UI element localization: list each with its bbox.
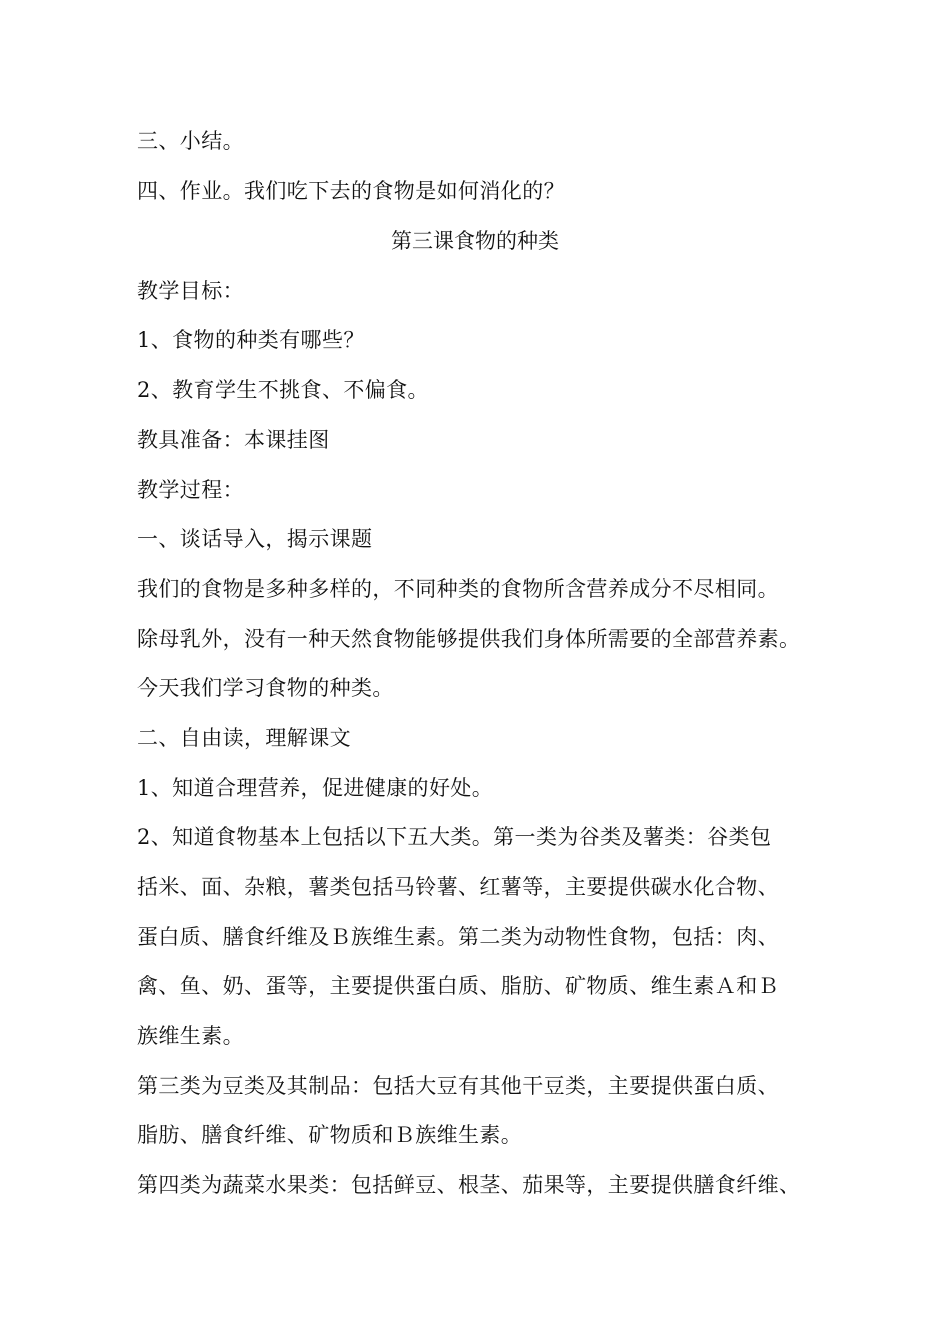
text-line: 教具准备：本课挂图 — [137, 428, 330, 452]
text-line: 2、知道食物基本上包括以下五大类。第一类为谷类及薯类：谷类包 — [137, 825, 772, 849]
text-line: 二、自由读，理解课文 — [137, 726, 351, 750]
lesson-title: 第三课食物的种类 — [391, 229, 559, 253]
text-line: 脂肪、膳食纤维、矿物质和Ｂ族维生素。 — [137, 1123, 523, 1147]
text-line: 括米、面、杂粮，薯类包括马铃薯、红薯等，主要提供碳水化合物、 — [137, 875, 779, 899]
section-summary: 三、小结。 — [137, 129, 244, 153]
text-line: 1、食物的种类有哪些？ — [137, 328, 365, 352]
section-homework: 四、作业。我们吃下去的食物是如何消化的？ — [137, 179, 565, 203]
text-line: 第四类为蔬菜水果类：包括鲜豆、根茎、茄果等，主要提供膳食纤维、 — [137, 1173, 801, 1197]
text-line: 今天我们学习食物的种类。 — [137, 676, 394, 700]
text-line: 2、教育学生不挑食、不偏食。 — [137, 378, 429, 402]
text-line: 教学目标： — [137, 279, 244, 303]
text-line: 族维生素。 — [137, 1024, 244, 1048]
text-line: 除母乳外，没有一种天然食物能够提供我们身体所需要的全部营养素。 — [137, 627, 801, 651]
text-line: 我们的食物是多种多样的，不同种类的食物所含营养成分不尽相同。 — [137, 577, 779, 601]
text-line: 禽、鱼、奶、蛋等，主要提供蛋白质、脂肪、矿物质、维生素Ａ和Ｂ — [137, 974, 779, 998]
text-line: 第三类为豆类及其制品：包括大豆有其他干豆类，主要提供蛋白质、 — [137, 1074, 779, 1098]
text-line: 一、谈话导入，揭示课题 — [137, 527, 373, 551]
text-line: 教学过程： — [137, 478, 244, 502]
text-line: 1、知道合理营养，促进健康的好处。 — [137, 776, 494, 800]
text-line: 蛋白质、膳食纤维及Ｂ族维生素。第二类为动物性食物，包括：肉、 — [137, 925, 779, 949]
